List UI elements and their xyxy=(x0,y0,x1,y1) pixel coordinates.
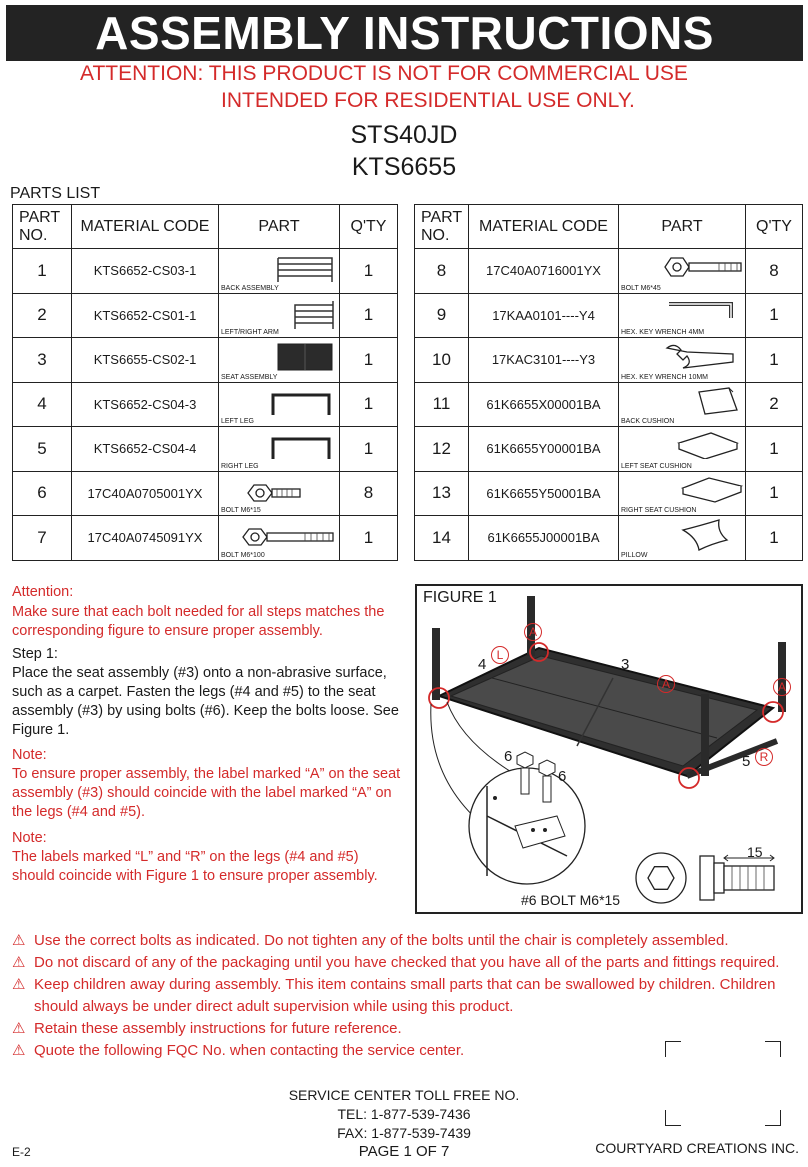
label-l-circle: L xyxy=(491,646,509,664)
part-no: 11 xyxy=(415,382,469,427)
bolt-icon xyxy=(244,482,304,504)
header-material-code: MATERIAL CODE xyxy=(469,205,619,249)
table-header-row xyxy=(415,205,803,249)
table-row xyxy=(415,471,803,516)
material-code: KTS6655-CS02-1 xyxy=(72,338,219,383)
material-code: 17C40A0705001YX xyxy=(72,471,219,516)
part-label: BOLT M6*45 xyxy=(621,284,661,292)
part-no: 2 xyxy=(13,293,72,338)
quantity: 1 xyxy=(340,427,398,472)
material-code: KTS6652-CS01-1 xyxy=(72,293,219,338)
hex-key-icon xyxy=(665,300,739,322)
table-row xyxy=(13,338,398,383)
part-label: BACK CUSHION xyxy=(621,418,675,425)
fqc-box-corner xyxy=(665,1041,681,1057)
part-cell xyxy=(619,516,746,561)
model-number-2: KTS6655 xyxy=(351,153,457,181)
material-code: 61K6655X00001BA xyxy=(469,382,619,427)
attention-title: Attention: xyxy=(12,584,74,600)
part-label: BOLT M6*100 xyxy=(221,551,265,559)
table-row xyxy=(13,516,398,561)
part-no: 10 xyxy=(415,338,469,383)
table-row xyxy=(13,293,398,338)
warning-item: ⚠ Keep children away during assembly. This item contains small parts that can be swallowed by children. Children should always be under direct adult supervision while using this product. xyxy=(12,974,807,1018)
part-label: HEX. KEY WRENCH 10MM xyxy=(621,373,708,381)
service-tel: TEL: 1-877-539-7436 xyxy=(337,1106,471,1122)
material-code: 61K6655J00001BA xyxy=(469,516,619,561)
material-code: KTS6652-CS03-1 xyxy=(72,249,219,294)
wrench-icon xyxy=(663,342,739,370)
warning-icon: ⚠ xyxy=(12,932,26,949)
part-no: 8 xyxy=(415,249,469,294)
note1-body: To ensure proper assembly, the label marked “A” on the seat assembly (#3) should coincide with the label marked “A” on the legs (#4 and #5). xyxy=(12,766,401,820)
part-no: 13 xyxy=(415,471,469,516)
part-cell xyxy=(619,293,746,338)
material-code: KTS6652-CS04-4 xyxy=(72,427,219,472)
part-no: 5 xyxy=(13,427,72,472)
part-no: 14 xyxy=(415,516,469,561)
seat-frame-illustration xyxy=(417,586,801,912)
parts-list-label: PARTS LIST xyxy=(10,185,101,202)
part-cell xyxy=(619,249,746,294)
table-row xyxy=(13,471,398,516)
warning-item: ⚠ Use the correct bolts as indicated. Do not tighten any of the bolts until the chair is completely assembled. xyxy=(12,930,807,952)
warning-item: ⚠ Retain these assembly instructions for future reference. xyxy=(12,1018,807,1040)
material-code: KTS6652-CS04-3 xyxy=(72,382,219,427)
part-label: BOLT M6*15 xyxy=(221,507,261,514)
warning-icon: ⚠ xyxy=(12,954,26,971)
service-center-label: SERVICE CENTER TOLL FREE NO. xyxy=(288,1087,520,1103)
part-label: PILLOW xyxy=(621,551,648,559)
quantity: 1 xyxy=(746,427,803,472)
material-code: 17C40A0745091YX xyxy=(72,516,219,561)
part-label: RIGHT LEG xyxy=(221,462,259,470)
part-label-3: 3 xyxy=(621,656,630,673)
header-part-no: PART NO. xyxy=(415,205,469,249)
quantity: 1 xyxy=(746,338,803,383)
label-r-circle: R xyxy=(755,748,773,766)
part-label: BACK ASSEMBLY xyxy=(221,284,279,292)
figure-1 xyxy=(415,584,803,914)
material-code: 17C40A0716001YX xyxy=(469,249,619,294)
arm-icon xyxy=(289,297,339,333)
back-assembly-icon xyxy=(274,254,336,284)
table-row xyxy=(415,338,803,383)
table-header-row xyxy=(13,205,398,249)
page-number: PAGE 1 OF 7 xyxy=(358,1143,450,1160)
attention-body: Make sure that each bolt needed for all steps matches the corresponding figure to ensure proper assembly. xyxy=(12,604,385,639)
quantity: 1 xyxy=(746,516,803,561)
part-cell xyxy=(619,382,746,427)
quantity: 1 xyxy=(340,338,398,383)
table-row xyxy=(13,427,398,472)
header-qty: Q'TY xyxy=(746,205,803,249)
part-cell xyxy=(219,382,340,427)
part-cell xyxy=(219,249,340,294)
right-leg-icon xyxy=(267,433,335,461)
part-cell xyxy=(619,427,746,472)
table-row xyxy=(415,427,803,472)
warnings-list xyxy=(12,930,807,1062)
part-no: 7 xyxy=(13,516,72,561)
part-label: LEFT/RIGHT ARM xyxy=(221,329,279,336)
part-label: SEAT ASSEMBLY xyxy=(221,373,278,381)
right-seat-cushion-icon xyxy=(679,474,745,504)
parts-table-right xyxy=(414,204,803,561)
part-no: 3 xyxy=(13,338,72,383)
attention-line-2: INTENDED FOR RESIDENTIAL USE ONLY. xyxy=(221,89,635,112)
title-banner: ASSEMBLY INSTRUCTIONS xyxy=(6,5,803,61)
dimension-15: 15 xyxy=(747,844,763,860)
part-cell xyxy=(219,516,340,561)
long-bolt-icon xyxy=(239,526,337,548)
part-no: 4 xyxy=(13,382,72,427)
part-label-6: 6 xyxy=(558,768,567,785)
quantity: 1 xyxy=(340,516,398,561)
part-no: 12 xyxy=(415,427,469,472)
part-no: 9 xyxy=(415,293,469,338)
header-part: PART xyxy=(219,205,340,249)
step-title: Step 1: xyxy=(12,646,58,662)
part-cell xyxy=(219,471,340,516)
part-no: 1 xyxy=(13,249,72,294)
material-code: 61K6655Y00001BA xyxy=(469,427,619,472)
warning-item: ⚠ Do not discard of any of the packaging until you have checked that you have all of the parts and fittings required. xyxy=(12,952,807,974)
header-material-code: MATERIAL CODE xyxy=(72,205,219,249)
material-code: 61K6655Y50001BA xyxy=(469,471,619,516)
part-cell xyxy=(219,338,340,383)
document-code: E-2 xyxy=(12,1145,31,1159)
table-row xyxy=(415,516,803,561)
table-row xyxy=(13,382,398,427)
fqc-box-corner xyxy=(765,1041,781,1057)
material-code: 17KAC3101----Y3 xyxy=(469,338,619,383)
table-row xyxy=(415,382,803,427)
quantity: 2 xyxy=(746,382,803,427)
label-a-circle: A xyxy=(524,623,542,641)
table-row xyxy=(415,249,803,294)
part-label: LEFT SEAT CUSHION xyxy=(621,462,692,470)
table-row xyxy=(415,293,803,338)
service-fax: FAX: 1-877-539-7439 xyxy=(337,1125,471,1141)
part-cell xyxy=(219,427,340,472)
part-label-4: 4 xyxy=(478,656,487,673)
note2-title: Note: xyxy=(12,830,47,846)
note2-body: The labels marked “L” and “R” on the legs (#4 and #5) should coincide with Figure 1 to ensure proper assembly. xyxy=(12,849,378,884)
note1-title: Note: xyxy=(12,747,47,763)
label-a-circle: A xyxy=(657,675,675,693)
quantity: 1 xyxy=(340,293,398,338)
part-label-5: 5 xyxy=(742,753,751,770)
part-label-6: 6 xyxy=(504,748,513,765)
label-a-circle: A xyxy=(773,678,791,696)
model-number-1: STS40JD xyxy=(350,121,458,149)
material-code: 17KAA0101----Y4 xyxy=(469,293,619,338)
company-name: COURTYARD CREATIONS INC. xyxy=(595,1140,799,1156)
quantity: 1 xyxy=(340,382,398,427)
warning-item: ⚠ Quote the following FQC No. when contacting the service center. xyxy=(12,1040,807,1062)
quantity: 1 xyxy=(340,249,398,294)
warning-icon: ⚠ xyxy=(12,976,26,993)
parts-table-left xyxy=(12,204,398,561)
quantity: 1 xyxy=(746,293,803,338)
warning-icon: ⚠ xyxy=(12,1042,26,1059)
part-cell xyxy=(619,338,746,383)
part-label: HEX. KEY WRENCH 4MM xyxy=(621,329,705,336)
quantity: 1 xyxy=(746,471,803,516)
left-leg-icon xyxy=(267,389,335,417)
header-part: PART xyxy=(619,205,746,249)
warning-icon: ⚠ xyxy=(12,1020,26,1037)
quantity: 8 xyxy=(340,471,398,516)
seat-assembly-icon xyxy=(274,342,336,372)
part-label: RIGHT SEAT CUSHION xyxy=(621,507,697,514)
header-qty: Q'TY xyxy=(340,205,398,249)
left-seat-cushion-icon xyxy=(675,429,741,459)
header-part-no: PART NO. xyxy=(13,205,72,249)
bolt-caption: #6 BOLT M6*15 xyxy=(521,892,621,908)
bolt-icon xyxy=(661,255,745,279)
attention-line-1: ATTENTION: THIS PRODUCT IS NOT FOR COMMERCIAL USE xyxy=(80,62,688,85)
part-cell xyxy=(219,293,340,338)
part-no: 6 xyxy=(13,471,72,516)
back-cushion-icon xyxy=(693,386,743,416)
step-body: Place the seat assembly (#3) onto a non-abrasive surface, such as a carpet. Fasten the legs (#4 and #5) to the seat assembly (#3) by using bolts (#6). Keep the bolts loose. See Figure 1. xyxy=(12,665,399,738)
quantity: 8 xyxy=(746,249,803,294)
part-label: LEFT LEG xyxy=(221,418,254,425)
pillow-icon xyxy=(679,518,743,552)
part-cell xyxy=(619,471,746,516)
table-row xyxy=(13,249,398,294)
figure-title: FIGURE 1 xyxy=(423,589,497,606)
